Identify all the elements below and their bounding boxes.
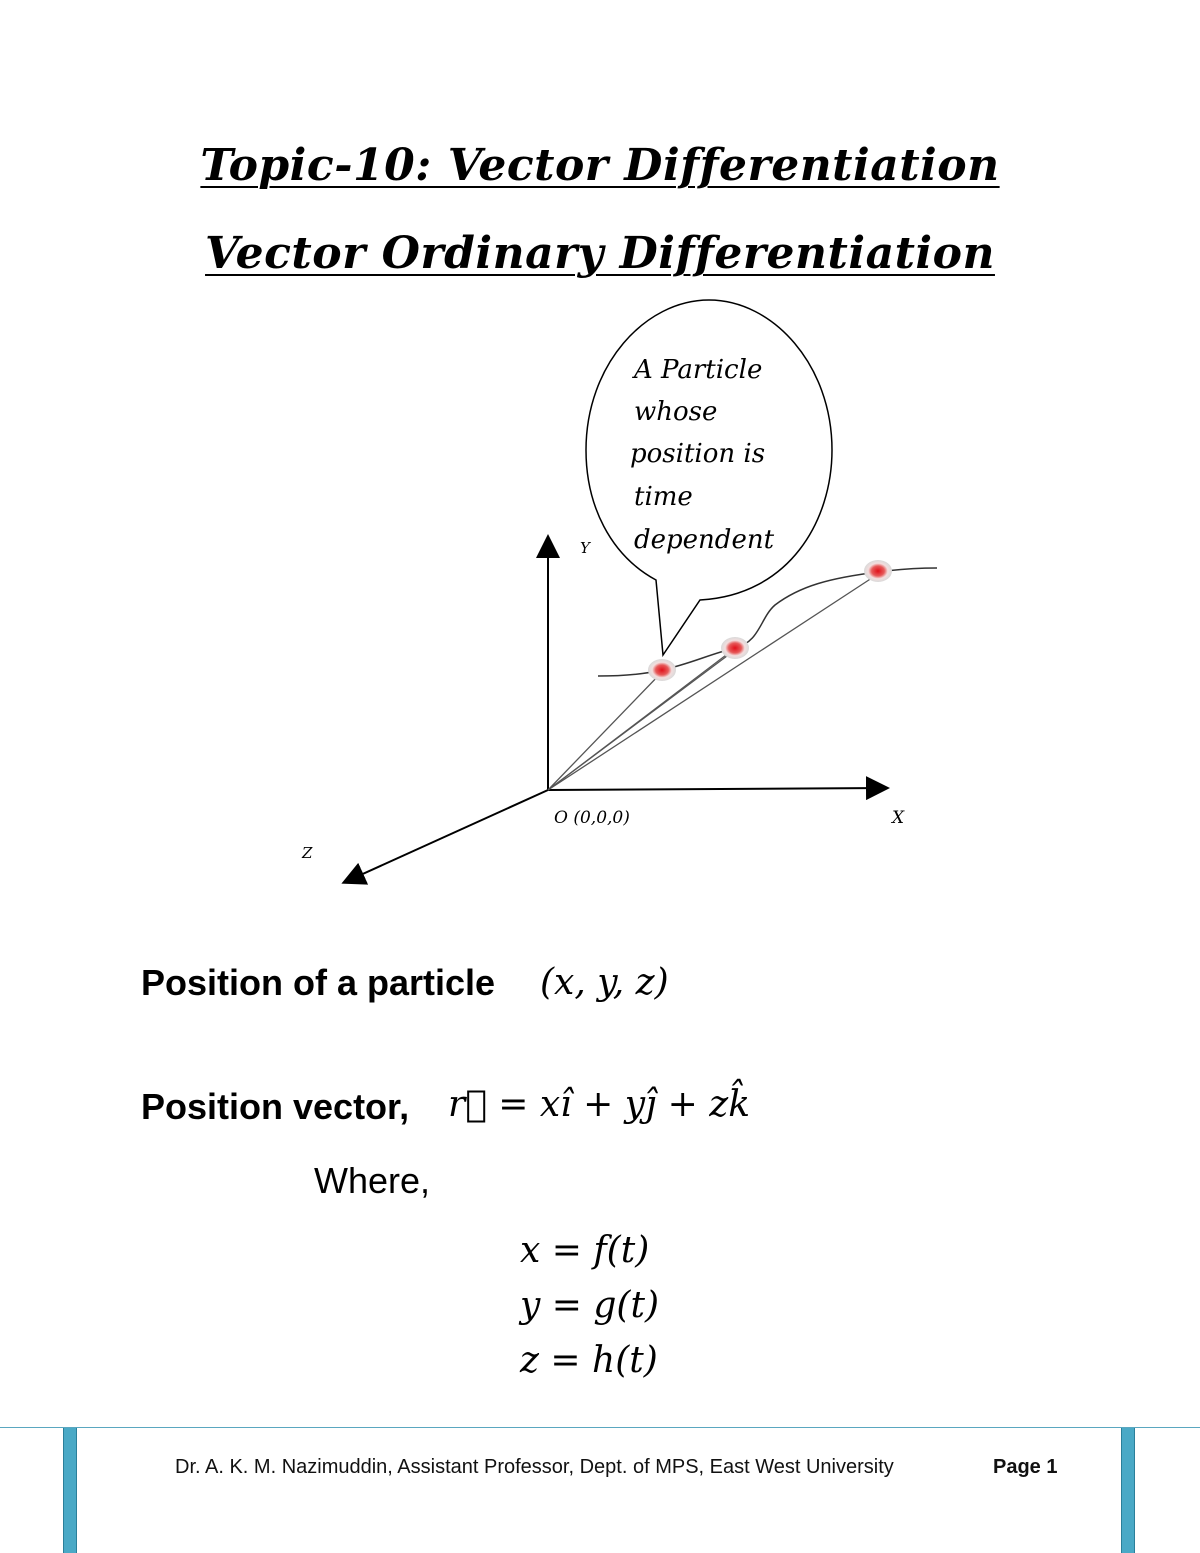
callout-line-1: A Particle xyxy=(634,355,763,385)
particle-diagram xyxy=(0,290,1200,900)
footer-page-number: Page 1 xyxy=(993,1456,1058,1478)
callout-bubble xyxy=(586,300,832,655)
axis-label-z: Z xyxy=(302,844,313,862)
particle-dot-2 xyxy=(721,637,749,659)
origin-label: O (0,0,0) xyxy=(554,808,630,828)
axis-label-x: X xyxy=(892,808,905,828)
particle-dot-1 xyxy=(648,659,676,681)
x-axis xyxy=(548,788,886,790)
equation-x: x = f(t) xyxy=(520,1230,650,1271)
footer-author: Dr. A. K. M. Nazimuddin, Assistant Professor, Dept. of MPS, East West University xyxy=(175,1456,894,1478)
footer-bar-right xyxy=(1121,1428,1135,1553)
page-subtitle: Vector Ordinary Differentiation xyxy=(205,228,995,279)
z-axis xyxy=(345,790,548,882)
callout-line-3: position is xyxy=(630,439,766,469)
where-label: Where, xyxy=(314,1160,431,1201)
position-vector-3 xyxy=(548,652,730,790)
footer-divider xyxy=(0,1427,1200,1428)
callout-line-4: time xyxy=(634,482,693,512)
position-math: (x, y, z) xyxy=(540,962,669,1003)
axis-label-y: Y xyxy=(580,539,590,557)
page-title: Topic-10: Vector Differentiation xyxy=(200,140,1000,191)
position-vector-4 xyxy=(548,574,878,790)
callout-line-2: whose xyxy=(634,397,718,427)
particle-dot-3 xyxy=(864,560,892,582)
callout-line-5: dependent xyxy=(634,525,775,555)
footer-bar-left xyxy=(63,1428,77,1553)
position-label: Position of a particle xyxy=(141,962,496,1003)
position-vector-1 xyxy=(548,672,662,790)
position-vector-label: Position vector, xyxy=(141,1086,410,1127)
equation-z: z = h(t) xyxy=(520,1340,658,1381)
equation-y: y = g(t) xyxy=(520,1285,659,1326)
position-vector-math: r⃗ = xî + yĵ + zk̂ xyxy=(448,1084,751,1125)
trajectory-curve xyxy=(598,568,937,676)
